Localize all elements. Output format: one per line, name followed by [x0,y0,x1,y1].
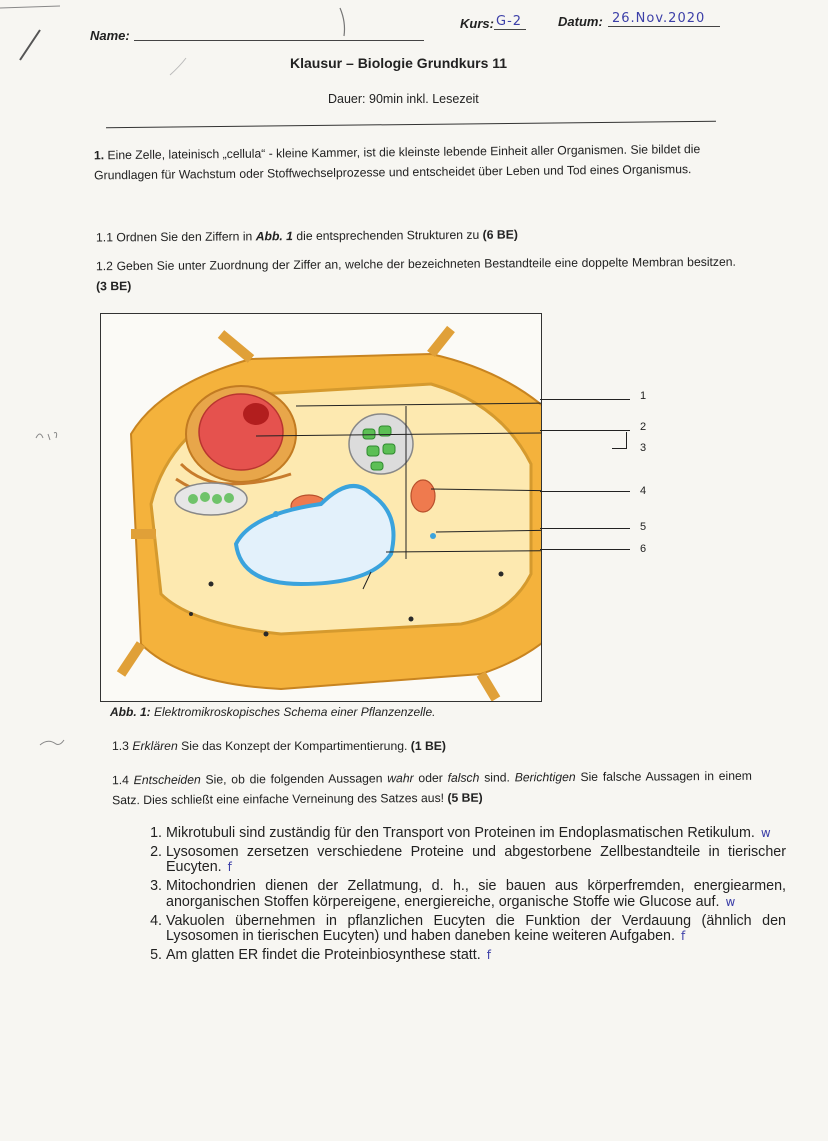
figure-label-6: 6 [640,543,647,555]
task-1-4-text-1: Sie, ob die folgenden Aussagen [200,771,388,787]
statement-text: Lysosomen zersetzen verschiedene Proteine und abgestorbene Zellbestandteile in tierischer Eucyten. [166,843,786,876]
task-1-4-text-3: sind. [479,770,515,785]
task-1-4 [112,766,752,810]
statement-text: Mitochondrien dienen der Zellatmung, d. h., sie bauen aus körperfremden, energiearmen, anorganischen Stoffen körpereigene, energiereiche, organische Stoffe wie Glucose auf. [166,878,786,910]
mitochondrion-2 [411,480,435,512]
task-1-3-number: 1.3 [112,739,133,753]
figure-label-2: 2 [640,421,647,433]
task-1-3-points: (1 BE) [410,739,446,753]
statement-item [166,826,786,842]
leader-1-ext [540,399,630,400]
task-1-4-points: (5 BE) [447,790,483,805]
task-1-4-number: 1.4 [111,773,134,788]
task-1-4-text-4: Sie falsche Aussagen in einem Satz. Dies schließt eine einfache Verneinung des Satzes aus! [112,768,752,808]
task-1-1-text-2: die entsprechenden Strukturen zu [292,227,483,244]
page-title: Klausur – Biologie Grundkurs 11 [290,55,508,71]
leader-3-bracket [612,432,627,449]
task-1-1 [96,225,518,248]
leader-6-ext [540,549,630,550]
figure-frame [100,313,542,702]
figure-caption-text: Elektromikroskopisches Schema einer Pflanzenzelle. [150,705,436,719]
figure-label-3: 3 [640,442,647,454]
task-1 [94,139,734,186]
task-1-4-text-2: oder [413,770,448,786]
statement-item [166,845,786,876]
statement-text: Vakuolen übernehmen in pflanzlichen Eucyten die Funktion der Verdauung (ähnlich den Lysosomen in tierischen Eucyten) und haben daneben keine weiteren Aufgaben. [166,912,786,945]
answer-mark: w [760,826,771,840]
task-1-1-text: 1.1 Ordnen Sie den Ziffern in [95,229,256,245]
duration: Dauer: 90min inkl. Lesezeit [328,92,479,106]
figure-caption-label: Abb. 1: [110,705,151,719]
kurs-value: G-2 [496,14,523,29]
task-1-text: Eine Zelle, lateinisch „cellula“ - kleine Kammer, ist die kleinste lebende Einheit aller Organismen. Sie bildet die Grundlagen für Wachstum oder Stoffwechselprozesse und entscheidet über Leben und Tod eines Organismus. [94,142,701,183]
chloroplast-2 [175,483,247,515]
task-1-number: 1. [93,148,105,163]
datum-field[interactable] [608,26,720,27]
answer-mark: f [486,947,491,962]
datum-value: 26.Nov.2020 [612,11,706,26]
answer-mark: w [725,894,736,909]
answer-mark: f [227,860,232,875]
task-1-3-verb: Erklären [132,739,178,753]
leader-5-ext [540,528,630,529]
task-1-1-figure-ref: Abb. 1 [255,229,293,244]
datum-label: Datum: [558,14,603,29]
figure-label-1: 1 [640,390,647,402]
figure-caption [110,705,435,719]
task-1-4-falsch: falsch [447,770,480,785]
name-label: Name: [90,28,130,43]
statement-item [166,879,786,910]
leader-2-ext [540,430,630,431]
figure-label-5: 5 [640,521,647,533]
margin-scribble [38,736,68,750]
nucleolus [243,403,269,425]
statement-item [166,948,786,964]
name-field[interactable] [134,40,424,41]
figure-label-4: 4 [640,485,647,497]
task-1-2-points: (3 BE) [96,278,132,294]
statement-list [142,826,786,967]
task-1-4-verb2: Berichtigen [514,769,576,785]
task-1-2-text: 1.2 Geben Sie unter Zuordnung der Ziffer an, welche der bezeichneten Bestandteile eine doppelte Membran besitzen. [95,254,736,274]
answer-mark: f [680,929,686,944]
task-1-4-wahr: wahr [387,771,414,786]
plant-cell-diagram [101,314,541,701]
leader-4-ext [540,491,630,492]
kurs-label: Kurs: [460,16,494,31]
task-1-1-points: (6 BE) [482,227,518,242]
task-1-4-verb1: Entscheiden [133,772,201,788]
nucleus [199,394,283,470]
statement-text: Mikrotubuli sind zuständig für den Transport von Proteinen im Endoplasmatischen Retikulum. [166,825,755,841]
statement-text: Am glatten ER findet die Proteinbiosynthese statt. [166,946,481,963]
task-1-3-text: Sie das Konzept der Kompartimentierung. [177,739,411,753]
statement-item [166,914,786,945]
margin-scribble [34,428,64,444]
kurs-field[interactable] [494,29,526,30]
task-1-2 [96,252,736,296]
task-1-3 [112,736,446,756]
